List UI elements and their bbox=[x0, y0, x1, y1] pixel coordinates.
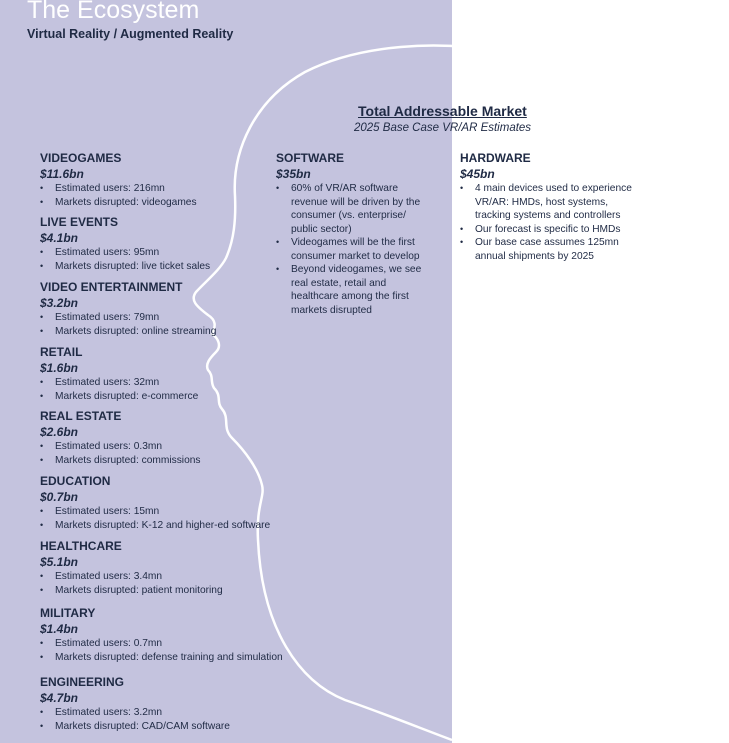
category-name: MILITARY bbox=[40, 606, 96, 620]
category-bullets bbox=[40, 637, 290, 664]
category-value: $4.7bn bbox=[40, 691, 79, 705]
category-users: • Estimated users: 15mn bbox=[40, 505, 290, 519]
category-name: EDUCATION bbox=[40, 474, 111, 488]
software-value: $35bn bbox=[276, 167, 311, 181]
category-markets: • Markets disrupted: patient monitoring bbox=[40, 584, 290, 598]
category-markets: • Markets disrupted: K-12 and higher-ed software bbox=[40, 519, 290, 533]
category-value: $1.4bn bbox=[40, 622, 79, 636]
category-name: VIDEOGAMES bbox=[40, 151, 122, 165]
category-engineering bbox=[40, 675, 290, 733]
category-name: ENGINEERING bbox=[40, 675, 125, 689]
hardware-bullets bbox=[460, 182, 640, 263]
category-users: • Estimated users: 3.2mn bbox=[40, 706, 290, 720]
category-video-entertainment bbox=[40, 280, 290, 338]
category-markets: • Markets disrupted: commissions bbox=[40, 454, 290, 468]
category-bullets bbox=[40, 376, 290, 403]
category-users: • Estimated users: 32mn bbox=[40, 376, 290, 390]
category-bullets bbox=[40, 440, 290, 467]
category-value: $3.2bn bbox=[40, 296, 79, 310]
category-name: REAL ESTATE bbox=[40, 409, 122, 423]
category-retail bbox=[40, 345, 290, 403]
category-bullets bbox=[40, 706, 290, 733]
category-value: $2.6bn bbox=[40, 425, 79, 439]
category-users: • Estimated users: 0.3mn bbox=[40, 440, 290, 454]
software-bullet: • Beyond videogames, we see real estate, retail and healthcare among the first markets disrupted bbox=[276, 263, 426, 317]
software-title: SOFTWARE bbox=[276, 151, 344, 165]
category-bullets bbox=[40, 246, 290, 273]
category-military bbox=[40, 606, 290, 664]
category-markets: • Markets disrupted: defense training and simulation bbox=[40, 651, 290, 665]
category-users: • Estimated users: 216mn bbox=[40, 182, 290, 196]
category-live-events bbox=[40, 215, 290, 273]
category-markets: • Markets disrupted: CAD/CAM software bbox=[40, 720, 290, 734]
category-videogames bbox=[40, 151, 290, 209]
hardware-title: HARDWARE bbox=[460, 151, 531, 165]
category-value: $1.6bn bbox=[40, 361, 79, 375]
category-bullets bbox=[40, 182, 290, 209]
category-value: $0.7bn bbox=[40, 490, 79, 504]
hardware-section bbox=[460, 151, 640, 263]
tam-subtitle: 2025 Base Case VR/AR Estimates bbox=[354, 122, 532, 134]
hardware-bullet: • 4 main devices used to experience VR/AR: HMDs, host systems, tracking systems and controllers bbox=[460, 182, 640, 223]
category-value: $4.1bn bbox=[40, 231, 79, 245]
page-subtitle: Virtual Reality / Augmented Reality bbox=[27, 27, 234, 41]
page-title: The Ecosystem bbox=[27, 0, 200, 24]
category-markets: • Markets disrupted: live ticket sales bbox=[40, 260, 290, 274]
hardware-value: $45bn bbox=[460, 167, 495, 181]
category-name: HEALTHCARE bbox=[40, 539, 122, 553]
category-bullets bbox=[40, 505, 290, 532]
category-bullets bbox=[40, 311, 290, 338]
hardware-bullet: • Our base case assumes 125mn annual shipments by 2025 bbox=[460, 236, 640, 263]
category-bullets bbox=[40, 570, 290, 597]
software-section bbox=[276, 151, 426, 317]
category-name: LIVE EVENTS bbox=[40, 215, 119, 229]
category-users: • Estimated users: 95mn bbox=[40, 246, 290, 260]
tam-title: Total Addressable Market bbox=[358, 103, 527, 119]
category-value: $5.1bn bbox=[40, 555, 79, 569]
category-education bbox=[40, 474, 290, 532]
category-users: • Estimated users: 79mn bbox=[40, 311, 290, 325]
software-bullet: • 60% of VR/AR software revenue will be driven by the consumer (vs. enterprise/ public sector) bbox=[276, 182, 426, 236]
category-name: VIDEO ENTERTAINMENT bbox=[40, 280, 183, 294]
category-healthcare bbox=[40, 539, 290, 597]
category-users: • Estimated users: 0.7mn bbox=[40, 637, 290, 651]
category-markets: • Markets disrupted: e-commerce bbox=[40, 390, 290, 404]
category-real-estate bbox=[40, 409, 290, 467]
category-value: $11.6bn bbox=[40, 167, 84, 181]
category-users: • Estimated users: 3.4mn bbox=[40, 570, 290, 584]
software-bullet: • Videogames will be the first consumer market to develop bbox=[276, 236, 426, 263]
category-markets: • Markets disrupted: videogames bbox=[40, 196, 290, 210]
software-bullets bbox=[276, 182, 426, 317]
category-markets: • Markets disrupted: online streaming bbox=[40, 325, 290, 339]
hardware-bullet: • Our forecast is specific to HMDs bbox=[460, 223, 640, 237]
category-name: RETAIL bbox=[40, 345, 83, 359]
